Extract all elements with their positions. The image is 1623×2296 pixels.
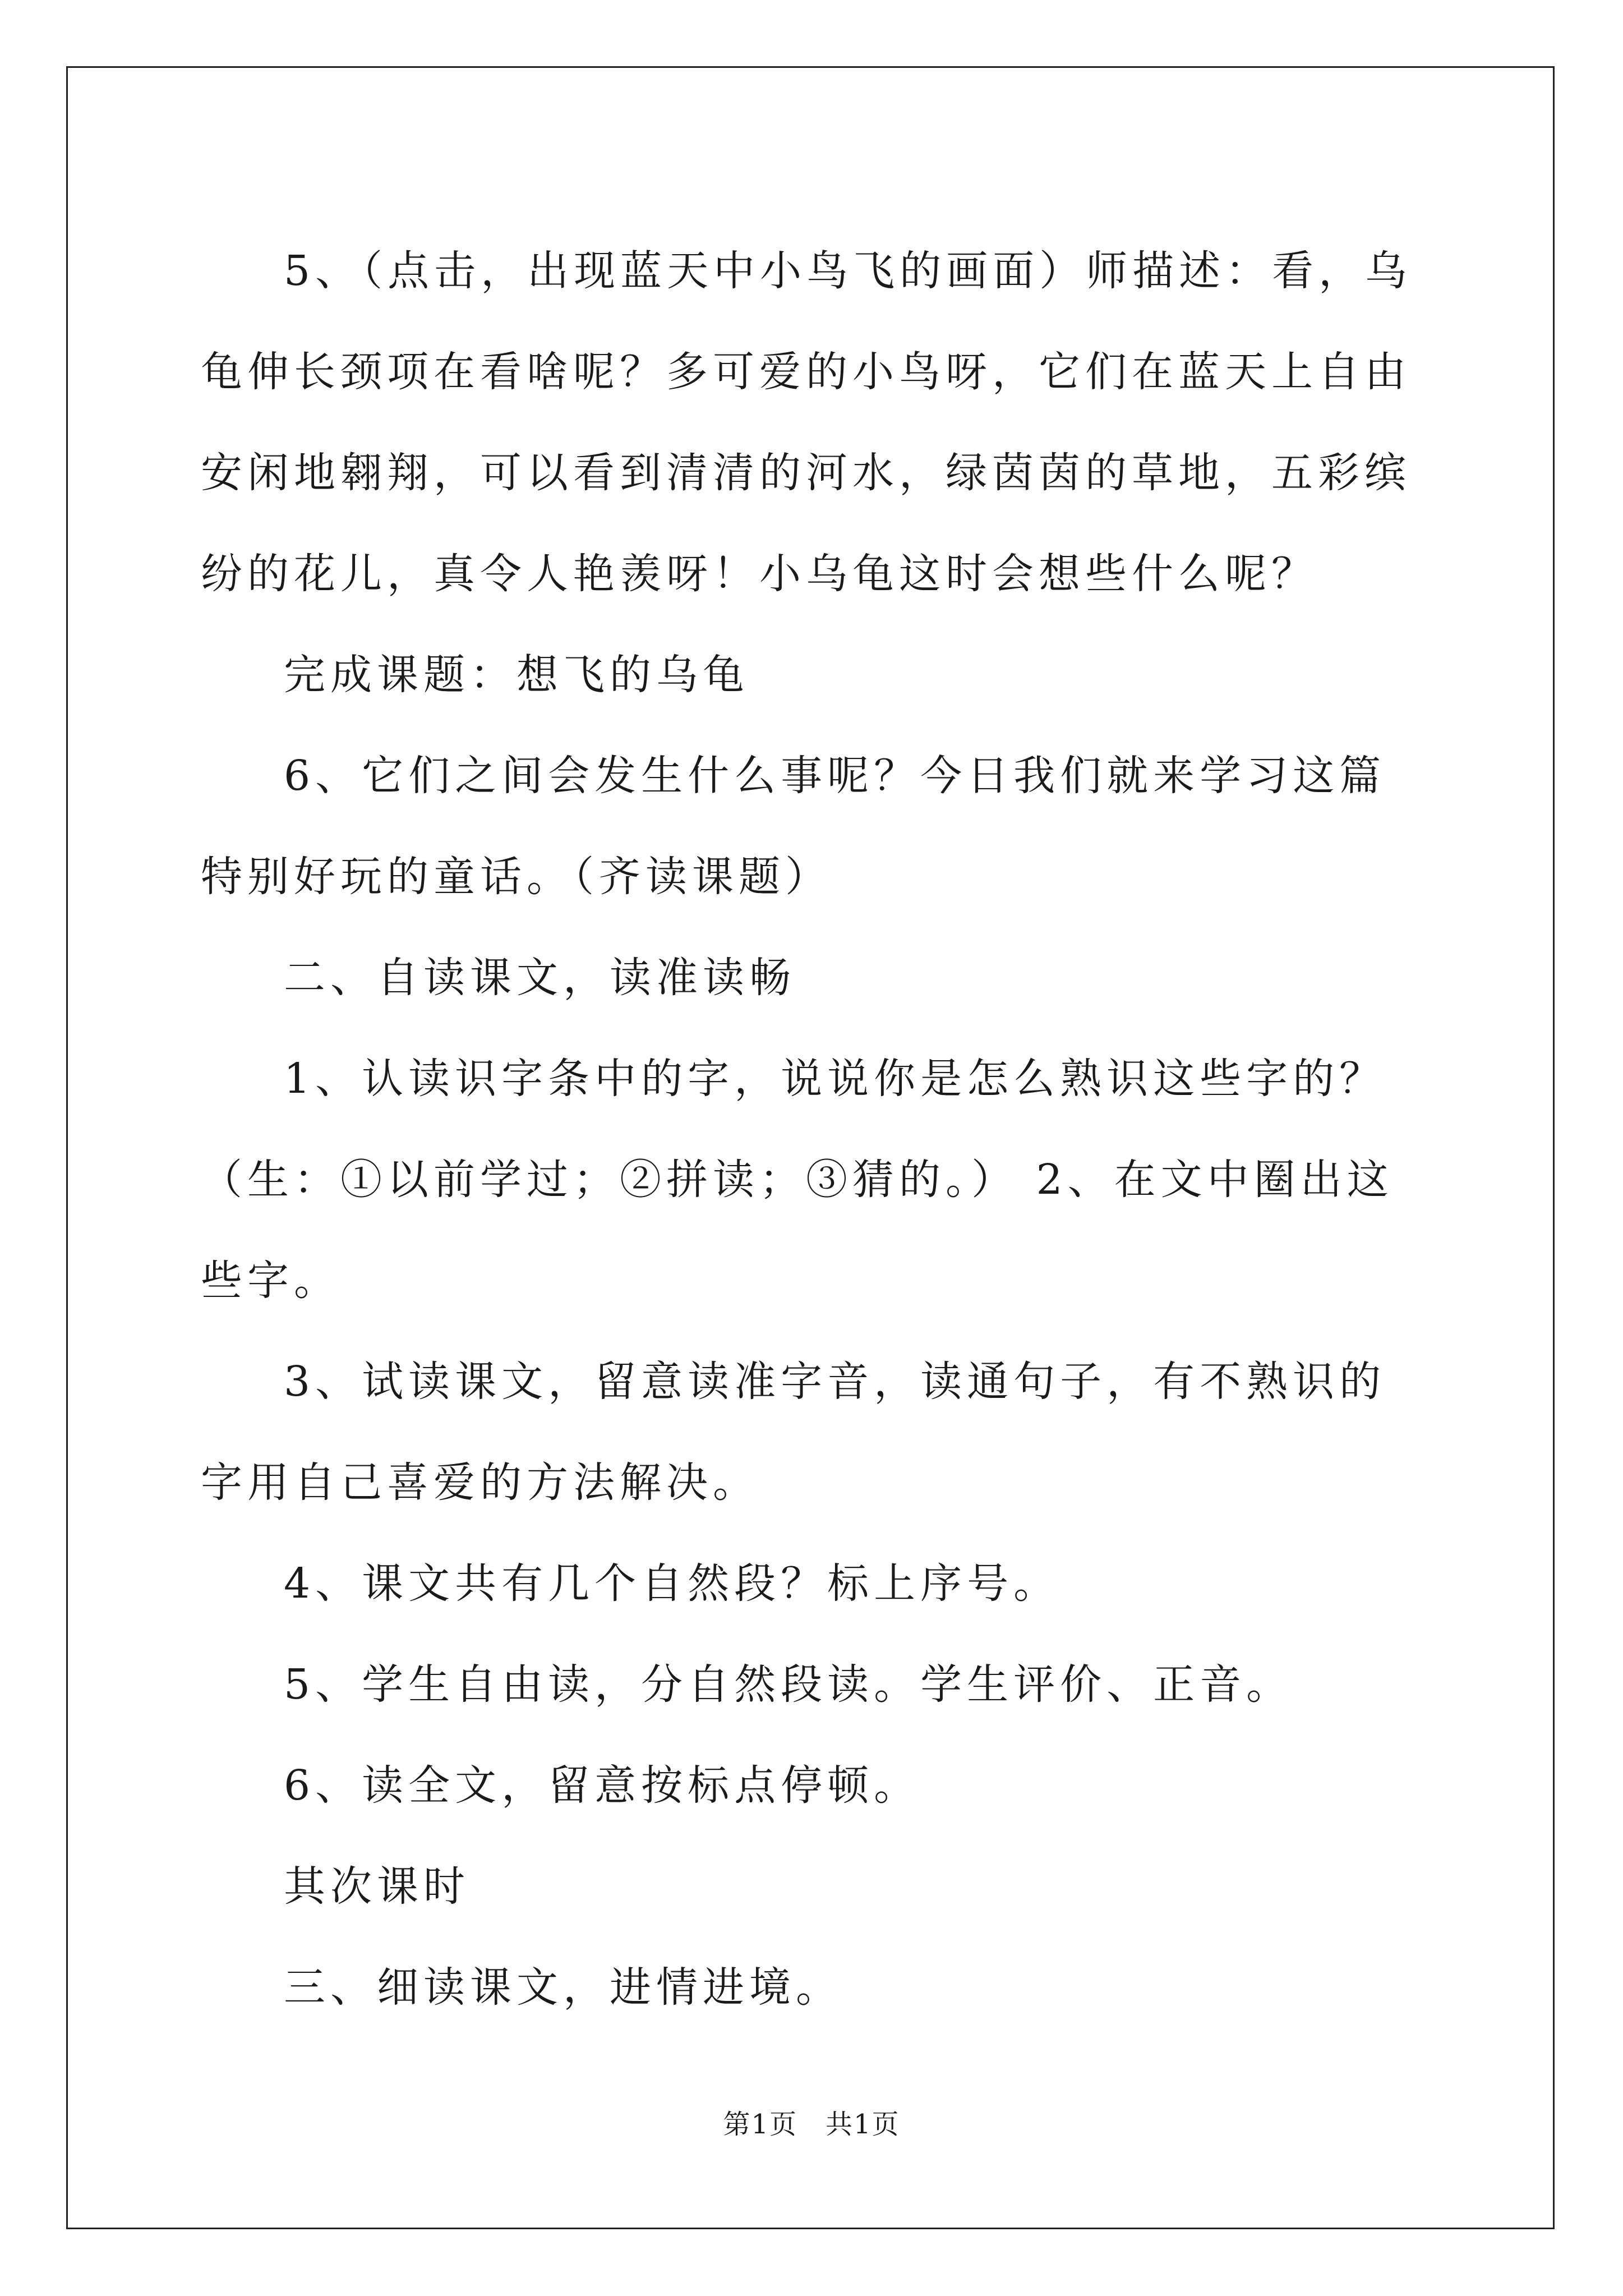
paragraph-step-6b: 6、读全文，留意按标点停顿。: [284, 1761, 921, 1810]
paragraph-lesson-title: 完成课题：想飞的乌龟: [284, 651, 749, 699]
paragraph-step-6: 6、它们之间会发生什么事呢？今日我们就来学习这篇特别好玩的童话。（齐读课题）: [201, 752, 1386, 901]
section-heading-3: 三、细读课文，进情进境。: [284, 1963, 842, 2012]
paragraph-step-4: 4、课文共有几个自然段？标上序号。: [284, 1559, 1061, 1608]
paragraph-step-5: 5、学生自由读，分自然段读。学生评价、正音。: [284, 1660, 1293, 1709]
section-heading-2: 二、自读课文，读准读畅: [284, 954, 796, 1002]
paragraph-step-1: 1、认读识字条中的字，说说你是怎么熟识这些字的？（生：①以前学过；②拼读；③猜的。） 2、在文中圈出这些字。: [201, 1055, 1394, 1305]
section-second-lesson: 其次课时: [284, 1862, 470, 1911]
document-body: [201, 220, 1429, 2038]
page-footer: 第1页 共1页: [723, 2109, 900, 2140]
paragraph-step-3: 3、试读课文，留意读准字音，读通句子，有不熟识的字用自己喜爱的方法解决。: [201, 1358, 1386, 1507]
paragraph-intro-scene: 5、（点击，出现蓝天中小鸟飞的画面）师描述：看，乌龟伸长颈项在看啥呢？多可爱的小鸟呀，它们在蓝天上自由安闲地翱翔，可以看到清清的河水，绿茵茵的草地，五彩缤纷的花儿，真令人艳羡呀！小乌龟这时会想些什么呢？: [201, 247, 1412, 598]
